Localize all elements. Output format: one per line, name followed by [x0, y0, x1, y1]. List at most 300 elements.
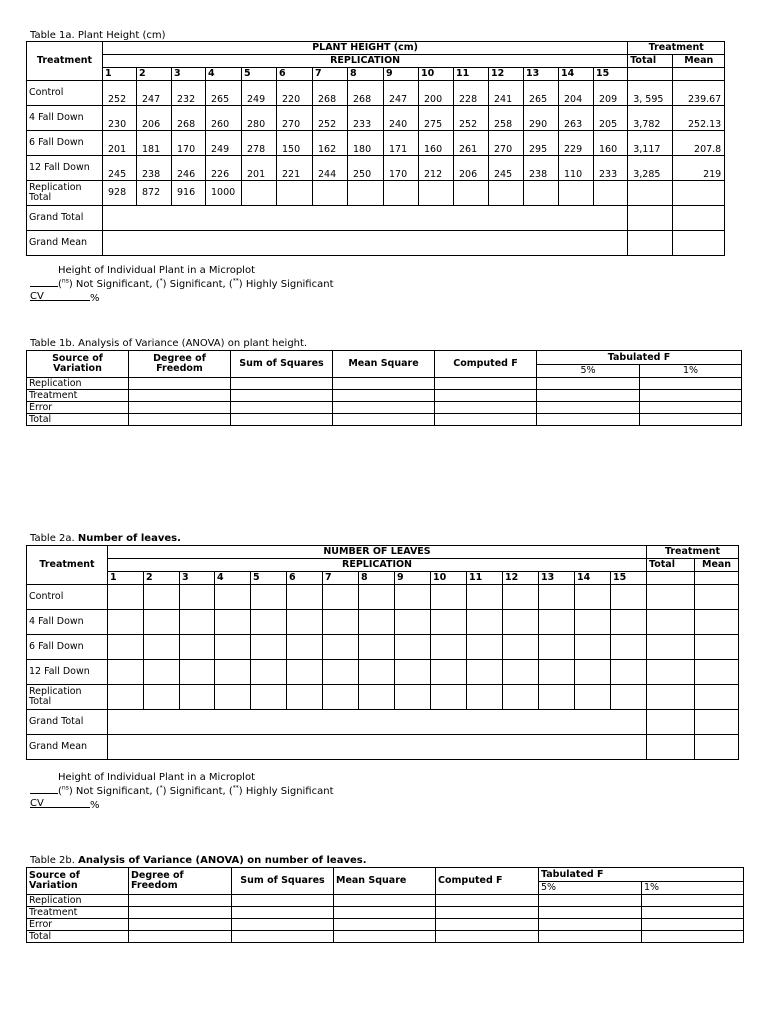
- table-row: [27, 635, 739, 660]
- treatment-header: Treatment: [27, 42, 103, 81]
- table-cell: [435, 414, 537, 426]
- rep-total-cell: [323, 685, 359, 710]
- table-cell: 244: [313, 156, 348, 181]
- ms-header: Mean Square: [334, 868, 436, 895]
- rep-total-cell: [384, 181, 419, 206]
- table-cell: [334, 895, 436, 907]
- table-cell: [640, 414, 742, 426]
- row-total: [647, 735, 695, 760]
- tabulated-f-header: Tabulated F: [537, 351, 742, 365]
- table-cell: [539, 660, 575, 685]
- rep-number-8: 8: [359, 572, 395, 585]
- table-cell: [232, 907, 334, 919]
- table-cell: [611, 610, 647, 635]
- rep-total-cell: [348, 181, 384, 206]
- rep-total-cell: [454, 181, 489, 206]
- header-row-replication: [27, 55, 725, 68]
- table-cell: 270: [489, 131, 524, 156]
- rep-total-cell: 1000: [206, 181, 242, 206]
- table-cell: [537, 390, 640, 402]
- table-cell: 180: [348, 131, 384, 156]
- rep-number-9: 9: [384, 68, 419, 81]
- treatment-group-header: Treatment: [647, 546, 739, 559]
- cv-percent: %: [90, 800, 100, 811]
- table-cell: [287, 585, 323, 610]
- table-row: [27, 660, 739, 685]
- row-total: [647, 660, 695, 685]
- note-1-cv: [30, 291, 334, 305]
- row-label: 4 Fall Down: [27, 106, 103, 131]
- row-total: [647, 710, 695, 735]
- anova-row: [27, 390, 742, 402]
- table-cell: [215, 585, 251, 610]
- rep-number-15: 15: [594, 68, 628, 81]
- tabulated-f-header: Tabulated F: [539, 868, 744, 882]
- table-cell: 249: [242, 81, 277, 106]
- header-row-numbers: [27, 68, 725, 81]
- note-2: [30, 772, 334, 812]
- table-cell: [231, 390, 333, 402]
- table-cell: [287, 610, 323, 635]
- table-cell: [640, 402, 742, 414]
- row-label: 12 Fall Down: [27, 660, 108, 685]
- table-cell: 246: [172, 156, 206, 181]
- row-mean: 207.8: [673, 131, 725, 156]
- rep-number-4: 4: [215, 572, 251, 585]
- table-cell: 209: [594, 81, 628, 106]
- table-cell: [108, 635, 144, 660]
- note-1: [30, 265, 334, 305]
- row-label: Grand Mean: [27, 735, 108, 760]
- ns-mark: ns: [61, 277, 69, 285]
- rep-total-cell: [108, 685, 144, 710]
- table-cell: [129, 907, 232, 919]
- table-cell: 162: [313, 131, 348, 156]
- table-cell: 247: [137, 81, 172, 106]
- row-total: 3,117: [628, 131, 673, 156]
- header-row-group: [27, 546, 739, 559]
- table-cell: 200: [419, 81, 454, 106]
- group-header: PLANT HEIGHT (cm): [103, 42, 628, 55]
- table-cell: 238: [137, 156, 172, 181]
- total-header: Total: [628, 55, 673, 68]
- table-2b-caption-title: Analysis of Variance (ANOVA) on number of leaves.: [78, 855, 367, 866]
- df-header: Degree of Freedom: [129, 351, 231, 378]
- table-cell: [539, 635, 575, 660]
- row-label: 6 Fall Down: [27, 131, 103, 156]
- table-cell: 201: [242, 156, 277, 181]
- table-cell: 252: [313, 106, 348, 131]
- table-cell: [129, 931, 232, 943]
- f1-header: 1%: [640, 365, 742, 378]
- rep-number-10: 10: [431, 572, 467, 585]
- table-cell: [642, 907, 744, 919]
- table-cell: [539, 895, 642, 907]
- table-cell: 233: [348, 106, 384, 131]
- table-cell: [575, 660, 611, 685]
- table-cell: [232, 895, 334, 907]
- ns-text: ) Not Significant, (: [68, 786, 160, 797]
- table-cell: [539, 610, 575, 635]
- row-mean: 239.67: [673, 81, 725, 106]
- table-cell: [537, 378, 640, 390]
- replication-total-row: [27, 685, 739, 710]
- table-2a-caption-prefix: Table 2a.: [30, 533, 78, 544]
- rep-total-cell: [287, 685, 323, 710]
- table-cell: [539, 931, 642, 943]
- table-cell: [640, 378, 742, 390]
- row-mean: [695, 585, 739, 610]
- table-row: [27, 106, 725, 131]
- table-cell: [537, 402, 640, 414]
- table-cell: 258: [489, 106, 524, 131]
- row-label: Control: [27, 81, 103, 106]
- table-cell: [334, 931, 436, 943]
- df-header: Degree of Freedom: [129, 868, 232, 895]
- merged-cell: [108, 710, 647, 735]
- table-cell: [539, 919, 642, 931]
- rep-number-2: 2: [144, 572, 180, 585]
- table-cell: [435, 402, 537, 414]
- row-label: Grand Mean: [27, 231, 103, 256]
- table-cell: [642, 931, 744, 943]
- row-mean: 252.13: [673, 106, 725, 131]
- table-cell: [323, 610, 359, 635]
- table-cell: 110: [559, 156, 594, 181]
- table-cell: [359, 635, 395, 660]
- table-cell: 171: [384, 131, 419, 156]
- table-cell: [323, 585, 359, 610]
- table-cell: [251, 610, 287, 635]
- table-cell: [333, 414, 435, 426]
- grand-mean-row: [27, 231, 725, 256]
- table-cell: [611, 585, 647, 610]
- table-cell: [395, 610, 431, 635]
- rep-total-cell: [559, 181, 594, 206]
- rep-number-13: 13: [524, 68, 559, 81]
- anova-row: [27, 414, 742, 426]
- table-cell: [215, 610, 251, 635]
- table-row: [27, 585, 739, 610]
- table-cell: 275: [419, 106, 454, 131]
- table-cell: [395, 660, 431, 685]
- table-cell: 245: [489, 156, 524, 181]
- merged-cell: [103, 206, 628, 231]
- table-cell: [435, 378, 537, 390]
- table-cell: [467, 660, 503, 685]
- table-cell: 212: [419, 156, 454, 181]
- table-cell: [180, 585, 215, 610]
- rep-total-cell: [575, 685, 611, 710]
- table-1a-caption: Table 1a. Plant Height (cm): [30, 30, 166, 41]
- table-cell: [467, 585, 503, 610]
- row-mean: [695, 610, 739, 635]
- table-1b-caption: Table 1b. Analysis of Variance (ANOVA) on plant height.: [30, 338, 308, 349]
- table-cell: [323, 660, 359, 685]
- mean-header: Mean: [673, 55, 725, 68]
- table-cell: [129, 390, 231, 402]
- grand-total-row: [27, 710, 739, 735]
- rep-total-cell: [395, 685, 431, 710]
- table-2b-caption: [30, 855, 367, 866]
- rep-number-9: 9: [395, 572, 431, 585]
- rep-number-12: 12: [503, 572, 539, 585]
- mean-number-cell: [695, 572, 739, 585]
- row-total: [647, 635, 695, 660]
- table-2a-caption-title: Number of leaves.: [77, 533, 181, 544]
- cv-label: CV: [30, 798, 44, 809]
- rep-number-11: 11: [467, 572, 503, 585]
- rep-total-cell: [431, 685, 467, 710]
- ns-text: ) Not Significant, (: [68, 279, 160, 290]
- anova-row: [27, 895, 744, 907]
- table-cell: [129, 402, 231, 414]
- rep-total-cell: [419, 181, 454, 206]
- table-cell: [503, 610, 539, 635]
- table-cell: [642, 919, 744, 931]
- table-cell: 252: [103, 81, 137, 106]
- table-cell: 261: [454, 131, 489, 156]
- table-cell: [108, 610, 144, 635]
- table-cell: [575, 635, 611, 660]
- table-cell: [215, 660, 251, 685]
- cf-header: Computed F: [436, 868, 539, 895]
- row-mean: [695, 710, 739, 735]
- table-cell: 181: [137, 131, 172, 156]
- s-mark: *: [159, 277, 163, 285]
- rep-total-cell: [539, 685, 575, 710]
- source-header: Source of Variation: [27, 868, 129, 895]
- table-cell: 265: [524, 81, 559, 106]
- table-cell: 228: [454, 81, 489, 106]
- table-cell: [436, 919, 539, 931]
- table-cell: [333, 378, 435, 390]
- total-number-cell: [628, 68, 673, 81]
- rep-number-1: 1: [108, 572, 144, 585]
- anova-row: [27, 919, 744, 931]
- source-label: Total: [27, 414, 129, 426]
- table-cell: [333, 402, 435, 414]
- table-cell: [467, 610, 503, 635]
- s-text: ) Significant, (: [162, 279, 233, 290]
- rep-number-14: 14: [559, 68, 594, 81]
- rep-number-10: 10: [419, 68, 454, 81]
- note-1-significance: ($^{ns}$) Not Significant, (*) Significant, (**) Highly Significant: [30, 277, 334, 291]
- table-cell: [640, 390, 742, 402]
- rep-number-12: 12: [489, 68, 524, 81]
- table-cell: 249: [206, 131, 242, 156]
- table-cell: [539, 585, 575, 610]
- table-row: [27, 610, 739, 635]
- table-cell: 160: [419, 131, 454, 156]
- row-total: [647, 685, 695, 710]
- table-cell: [231, 378, 333, 390]
- plant-height-table: [26, 41, 725, 256]
- table-cell: [431, 610, 467, 635]
- anova-plant-height-table: [26, 350, 742, 426]
- table-cell: [503, 585, 539, 610]
- replication-header: REPLICATION: [103, 55, 628, 68]
- row-mean: [673, 181, 725, 206]
- table-cell: [232, 919, 334, 931]
- note-2-cv: [30, 798, 334, 812]
- table-cell: [431, 635, 467, 660]
- rep-total-cell: [611, 685, 647, 710]
- rep-total-cell: [215, 685, 251, 710]
- note-2-line1: Height of Individual Plant in a Microplot: [58, 772, 255, 783]
- table-cell: [144, 585, 180, 610]
- anova-header-row: [27, 868, 744, 882]
- source-label: Treatment: [27, 390, 129, 402]
- rep-total-cell: 916: [172, 181, 206, 206]
- table-cell: [232, 931, 334, 943]
- table-cell: [611, 660, 647, 685]
- table-cell: [144, 660, 180, 685]
- row-label: 4 Fall Down: [27, 610, 108, 635]
- row-total: [628, 181, 673, 206]
- table-1a-container: [26, 41, 725, 256]
- rep-number-3: 3: [172, 68, 206, 81]
- row-label: Replication Total: [27, 685, 108, 710]
- table-cell: [215, 635, 251, 660]
- row-total: [647, 610, 695, 635]
- header-row-numbers: [27, 572, 739, 585]
- table-cell: [231, 402, 333, 414]
- treatment-group-header: Treatment: [628, 42, 725, 55]
- hs-text: ) Highly Significant: [238, 786, 334, 797]
- table-row: [27, 156, 725, 181]
- table-cell: [108, 660, 144, 685]
- row-mean: [673, 206, 725, 231]
- hs-text: ) Highly Significant: [238, 279, 334, 290]
- ss-header: Sum of Squares: [232, 868, 334, 895]
- rep-total-cell: [313, 181, 348, 206]
- table-2b-caption-prefix: Table 2b.: [30, 855, 79, 866]
- table-cell: [129, 895, 232, 907]
- table-cell: [642, 895, 744, 907]
- table-2a-container: [26, 545, 739, 760]
- table-cell: [539, 907, 642, 919]
- table-cell: 247: [384, 81, 419, 106]
- rep-total-cell: [251, 685, 287, 710]
- rep-total-cell: 928: [103, 181, 137, 206]
- rep-total-cell: 872: [137, 181, 172, 206]
- table-cell: [231, 414, 333, 426]
- anova-row: [27, 907, 744, 919]
- replication-header: REPLICATION: [108, 559, 647, 572]
- treatment-header: Treatment: [27, 546, 108, 585]
- rep-number-7: 7: [323, 572, 359, 585]
- table-cell: [503, 635, 539, 660]
- table-cell: 233: [594, 156, 628, 181]
- row-total: 3,782: [628, 106, 673, 131]
- table-cell: [251, 635, 287, 660]
- table-cell: [334, 907, 436, 919]
- header-row-group: [27, 42, 725, 55]
- grand-total-row: [27, 206, 725, 231]
- table-cell: [436, 931, 539, 943]
- total-number-cell: [647, 572, 695, 585]
- note-1-line1: Height of Individual Plant in a Microplot: [58, 265, 255, 276]
- grand-mean-row: [27, 735, 739, 760]
- table-cell: 268: [313, 81, 348, 106]
- mean-header: Mean: [695, 559, 739, 572]
- table-1b-container: [26, 350, 742, 426]
- rep-total-cell: [467, 685, 503, 710]
- source-label: Error: [27, 402, 129, 414]
- rep-total-cell: [277, 181, 313, 206]
- number-of-leaves-table: [26, 545, 739, 760]
- source-label: Treatment: [27, 907, 129, 919]
- table-cell: [431, 585, 467, 610]
- table-cell: [144, 635, 180, 660]
- row-label: 6 Fall Down: [27, 635, 108, 660]
- row-total: 3, 595: [628, 81, 673, 106]
- table-cell: [436, 907, 539, 919]
- table-cell: 170: [384, 156, 419, 181]
- table-cell: [431, 660, 467, 685]
- note-2-significance: ($^{ns}$) Not Significant, (*) Significant, (**) Highly Significant: [30, 784, 334, 798]
- table-cell: 220: [277, 81, 313, 106]
- table-row: [27, 131, 725, 156]
- table-cell: 290: [524, 106, 559, 131]
- table-cell: 205: [594, 106, 628, 131]
- table-cell: 240: [384, 106, 419, 131]
- source-header: Source of Variation: [27, 351, 129, 378]
- table-cell: 206: [137, 106, 172, 131]
- table-cell: [359, 610, 395, 635]
- rep-number-5: 5: [242, 68, 277, 81]
- rep-total-cell: [180, 685, 215, 710]
- row-total: 3,285: [628, 156, 673, 181]
- table-cell: [395, 585, 431, 610]
- table-cell: 204: [559, 81, 594, 106]
- rep-number-6: 6: [287, 572, 323, 585]
- header-row-replication: [27, 559, 739, 572]
- table-cell: [180, 660, 215, 685]
- table-cell: 270: [277, 106, 313, 131]
- hs-mark: **: [232, 784, 239, 792]
- cv-label: CV: [30, 291, 44, 302]
- rep-total-cell: [144, 685, 180, 710]
- table-cell: [287, 660, 323, 685]
- anova-row: [27, 402, 742, 414]
- table-cell: 221: [277, 156, 313, 181]
- table-cell: 241: [489, 81, 524, 106]
- table-2a-caption: [30, 533, 181, 544]
- rep-total-cell: [359, 685, 395, 710]
- s-text: ) Significant, (: [162, 786, 233, 797]
- table-cell: 229: [559, 131, 594, 156]
- row-mean: 219: [673, 156, 725, 181]
- table-cell: [537, 414, 640, 426]
- anova-row: [27, 931, 744, 943]
- rep-number-4: 4: [206, 68, 242, 81]
- table-cell: 170: [172, 131, 206, 156]
- table-cell: 232: [172, 81, 206, 106]
- table-cell: [129, 919, 232, 931]
- table-cell: 263: [559, 106, 594, 131]
- row-mean: [673, 231, 725, 256]
- table-cell: [108, 585, 144, 610]
- hs-mark: **: [232, 277, 239, 285]
- merged-cell: [103, 231, 628, 256]
- table-cell: [129, 378, 231, 390]
- rep-number-5: 5: [251, 572, 287, 585]
- table-cell: 265: [206, 81, 242, 106]
- table-cell: 268: [172, 106, 206, 131]
- rep-total-cell: [503, 685, 539, 710]
